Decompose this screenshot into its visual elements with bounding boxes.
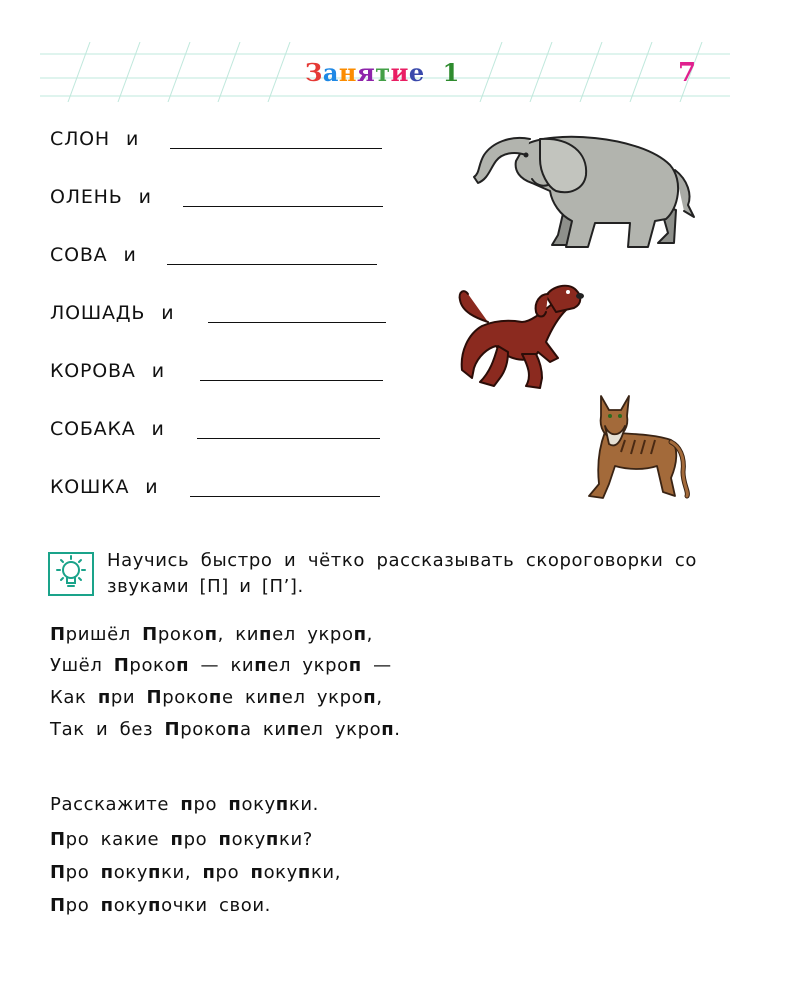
verse-text: ел укро [267, 655, 349, 676]
highlighted-letter: П [50, 862, 66, 883]
verse-line [50, 829, 313, 850]
highlighted-letter: п [297, 862, 311, 883]
highlighted-letter: п [180, 794, 194, 815]
verse-text: е ки [221, 687, 269, 708]
highlighted-letter: п [202, 862, 216, 883]
verse-text: а ки [239, 719, 287, 740]
highlighted-letter: П [50, 624, 66, 645]
verse-line [50, 862, 341, 883]
verse-text: , [376, 687, 383, 708]
verse-text: оку [113, 862, 149, 883]
highlighted-letter: п [208, 687, 222, 708]
pair-word: КОШКА [50, 476, 130, 498]
pair-word: СОВА [50, 244, 108, 266]
verse-text: — ки [189, 655, 255, 676]
lesson-title-word [305, 58, 425, 87]
dog-picture [448, 282, 588, 392]
answer-line[interactable] [170, 148, 382, 149]
word-pair-row [50, 360, 165, 390]
verse-text: . [394, 719, 401, 740]
verse-text: ки, [310, 862, 342, 883]
lesson-number: 1 [442, 58, 460, 87]
highlighted-letter: п [176, 655, 190, 676]
verse-text: очки свои. [161, 895, 271, 916]
verse-text: ро [193, 794, 229, 815]
highlighted-letter: п [268, 687, 282, 708]
highlighted-letter: п [254, 655, 268, 676]
verse-text: оку [113, 895, 149, 916]
title-letter: З [305, 58, 323, 87]
verse-text: оку [241, 794, 276, 815]
verse-text: роко [162, 687, 209, 708]
verse-line [50, 655, 392, 676]
answer-line[interactable] [167, 264, 377, 265]
highlighted-letter: п [286, 719, 300, 740]
verse-text: ро [65, 862, 101, 883]
verse-text: ришёл [65, 624, 143, 645]
verse-text: оку [263, 862, 298, 883]
pair-conj: и [151, 418, 165, 440]
verse-line [50, 719, 401, 740]
answer-line[interactable] [190, 496, 380, 497]
highlighted-letter: п [100, 895, 114, 916]
pair-conj: и [161, 302, 175, 324]
word-pair-row [50, 244, 137, 274]
pair-word: ЛОШАДЬ [50, 302, 146, 324]
word-pair-row [50, 476, 158, 506]
verse-text: ел укро [272, 624, 354, 645]
highlighted-letter: п [353, 624, 367, 645]
highlighted-letter: п [204, 624, 218, 645]
verse-text: ел укро [281, 687, 364, 708]
verse-text: роко [157, 624, 205, 645]
verse-text: роко [180, 719, 227, 740]
highlighted-letter: п [228, 794, 242, 815]
verse-text: , [366, 624, 373, 645]
highlighted-letter: п [250, 862, 264, 883]
verse-text: ро [215, 862, 251, 883]
verse-text: ки, [161, 862, 203, 883]
lightbulb-icon [48, 552, 94, 596]
word-pair-row [50, 302, 174, 332]
highlighted-letter: п [100, 862, 114, 883]
pair-word: СЛОН [50, 128, 110, 150]
verse-line [50, 687, 383, 708]
word-pair-row [50, 128, 139, 158]
verse-text: ро [65, 895, 101, 916]
verse-text: ел укро [299, 719, 382, 740]
verse-text: роко [129, 655, 177, 676]
verse-text: Расскажите [50, 794, 181, 815]
cat-picture [575, 392, 695, 507]
highlighted-letter: п [265, 829, 279, 850]
pair-conj: и [145, 476, 159, 498]
elephant-picture [470, 125, 700, 255]
verse-text: — [361, 655, 392, 676]
highlighted-letter: П [50, 895, 66, 916]
highlighted-letter: п [348, 655, 362, 676]
highlighted-letter: П [50, 829, 66, 850]
highlighted-letter: п [148, 895, 162, 916]
answer-line[interactable] [197, 438, 380, 439]
highlighted-letter: П [146, 687, 163, 708]
pair-word: КОРОВА [50, 360, 136, 382]
verse-line [50, 624, 373, 645]
highlighted-letter: П [142, 624, 158, 645]
pair-word: СОБАКА [50, 418, 136, 440]
pair-conj: и [151, 360, 165, 382]
verse-text: ро какие [65, 829, 171, 850]
verse-text: Так и без [50, 719, 165, 740]
pair-conj: и [138, 186, 152, 208]
highlighted-letter: п [275, 794, 289, 815]
verse-text: ки. [288, 794, 319, 815]
highlighted-letter: п [381, 719, 395, 740]
pair-conj: и [126, 128, 140, 150]
highlighted-letter: П [113, 655, 130, 676]
title-letter: а [322, 58, 339, 87]
title-letter: я [356, 58, 376, 87]
highlighted-letter: п [170, 829, 184, 850]
pair-conj: и [123, 244, 137, 266]
answer-line[interactable] [200, 380, 383, 381]
page-number: 7 [678, 58, 697, 88]
highlighted-letter: П [164, 719, 181, 740]
verse-text: оку [231, 829, 266, 850]
highlighted-letter: п [226, 719, 240, 740]
title-letter: н [338, 58, 357, 87]
pair-word: ОЛЕНЬ [50, 186, 123, 208]
highlighted-letter: п [148, 862, 162, 883]
instruction-text: Научись быстро и чётко рассказывать скороговорки со звуками [П] и [П’]. [107, 550, 697, 597]
verse-text: ро [183, 829, 219, 850]
highlighted-letter: п [218, 829, 232, 850]
highlighted-letter: п [363, 687, 377, 708]
answer-line[interactable] [208, 322, 386, 323]
word-pair-row [50, 186, 152, 216]
verse-line [50, 794, 319, 815]
title-letter: е [408, 58, 425, 87]
title-letter: т [375, 58, 391, 87]
verse-line [50, 895, 271, 916]
verse-text: ри [110, 687, 147, 708]
verse-text: ки? [278, 829, 313, 850]
lesson-title [305, 58, 460, 87]
title-letter: и [390, 58, 409, 87]
highlighted-letter: п [97, 687, 111, 708]
word-pair-row [50, 418, 165, 448]
verse-text: Как [50, 687, 98, 708]
answer-line[interactable] [183, 206, 383, 207]
highlighted-letter: п [259, 624, 273, 645]
verse-text: Ушёл [50, 655, 114, 676]
verse-text: , ки [217, 624, 260, 645]
